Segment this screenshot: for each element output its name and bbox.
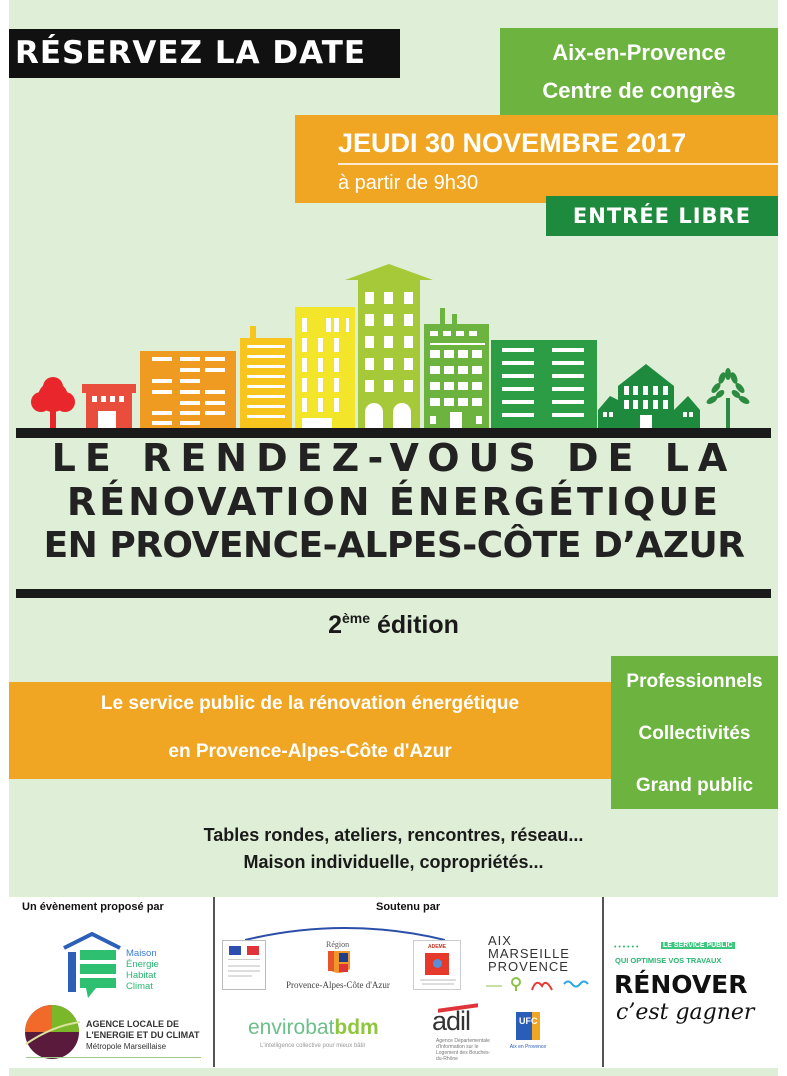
- envirobat-logo-text: [248, 1016, 379, 1040]
- ufc-sub: Aix en Provence: [509, 1044, 547, 1050]
- adil-tagline: Agence Départementale d'Information sur le Logement des Bouches-du-Rhône: [436, 1038, 491, 1062]
- red-tree-icon: [31, 377, 75, 430]
- mehc-line-1: Maison: [126, 948, 157, 959]
- ufc-logo-icon: [516, 1012, 540, 1040]
- alec-logo-text: [86, 1019, 199, 1052]
- event-title: [14, 436, 774, 568]
- mehc-logo-icon: [62, 932, 122, 1002]
- activities-text: [0, 822, 787, 876]
- free-entry-badge: ENTRÉE LIBRE: [546, 196, 778, 236]
- mehc-logo-text: [126, 948, 159, 992]
- title-line-1: LE RENDEZ-VOUS DE LA: [51, 436, 737, 480]
- activities-line-1: Tables rondes, ateliers, rencontres, réseau...: [203, 825, 584, 845]
- amp-logo-text: [488, 934, 570, 973]
- city-skyline-illustration: [0, 250, 787, 440]
- mehc-line-4: Climat: [126, 981, 153, 992]
- envirobat-tagline: L'intelligence collective pour mieux bâtir: [260, 1043, 366, 1049]
- title-underline-bar: [16, 589, 771, 598]
- edition-text: édition: [376, 611, 459, 639]
- mehc-line-2: Énergie: [126, 959, 159, 970]
- green-house-icon: [598, 364, 700, 430]
- audience-collectivities: Collectivités: [638, 723, 751, 744]
- prefecture-logo: [222, 940, 266, 990]
- campaign-dots: • • • • • •: [614, 944, 639, 951]
- dark-green-building-icon: [491, 340, 597, 430]
- footer-divider-1: [213, 897, 215, 1067]
- edition-suffix: ème: [341, 610, 371, 626]
- region-logo-top: Région: [326, 940, 350, 949]
- proposed-by-label: Un évènement proposé par: [22, 901, 164, 913]
- supported-by-label: Soutenu par: [376, 901, 441, 913]
- campaign-script: c’est gagner: [616, 1000, 755, 1025]
- alec-line-3: Métropole Marseillaise: [86, 1042, 167, 1051]
- ufc-label: UFC: [519, 1016, 538, 1026]
- envirobat-part2: bdm: [334, 1016, 379, 1039]
- alec-line-2: L'ENERGIE ET DU CLIMAT: [86, 1030, 200, 1040]
- audience-professionals: Professionnels: [626, 671, 763, 692]
- venue-place: Centre de congrès: [542, 78, 736, 103]
- edition-label: [0, 610, 787, 640]
- flag-red-icon: [247, 946, 259, 955]
- date-underline: [338, 163, 778, 165]
- footer-divider-2: [602, 897, 604, 1067]
- audience-box: [611, 656, 778, 809]
- campaign-sub: QUI OPTIMISE VOS TRAVAUX: [615, 956, 722, 965]
- title-line-3: EN PROVENCE-ALPES-CÔTE D’AZUR: [43, 525, 745, 566]
- supporters-arc-decoration: [245, 922, 445, 942]
- alec-logo-icon: [22, 1004, 82, 1060]
- event-time: à partir de 9h30: [338, 172, 479, 194]
- region-crest-icon: [328, 951, 350, 977]
- ademe-label: ADEME: [427, 944, 447, 950]
- amp-line-2: MARSEILLE: [488, 946, 570, 961]
- red-house-icon: [82, 384, 136, 430]
- flag-blue-icon: [229, 946, 241, 955]
- edition-number: 2: [328, 611, 342, 639]
- audience-general-public: Grand public: [635, 775, 754, 796]
- title-line-2: RÉNOVATION ÉNERGÉTIQUE: [66, 480, 722, 524]
- orange-building-icon: [140, 351, 236, 430]
- alec-underline: [26, 1057, 201, 1058]
- venue-box: [500, 28, 778, 124]
- alec-line-1: AGENCE LOCALE DE: [86, 1019, 180, 1029]
- poster-bottom-strip: [9, 1068, 778, 1076]
- green-tree-icon: [705, 368, 750, 430]
- save-the-date-banner: RÉSERVEZ LA DATE: [9, 29, 400, 78]
- region-logo-bottom: Provence-Alpes-Côte d'Azur: [286, 980, 390, 990]
- activities-line-2: Maison individuelle, copropriétés...: [243, 852, 544, 872]
- venue-city: Aix-en-Provence: [552, 40, 726, 65]
- green-building-icon: [424, 308, 489, 430]
- amp-line-1: AIX: [488, 933, 512, 948]
- lime-tower-icon: [345, 264, 433, 430]
- yellow-building-icon: [295, 307, 355, 430]
- ademe-logo: [413, 940, 461, 990]
- campaign-tag: LE SERVICE PUBLIC: [663, 942, 733, 949]
- envirobat-part1: envirobat: [248, 1016, 335, 1039]
- service-public-banner: [9, 682, 611, 779]
- adil-logo-text: adil: [432, 1006, 471, 1036]
- mehc-line-3: Habitat: [126, 970, 157, 981]
- amp-symbols-icon: [484, 976, 594, 992]
- event-date: JEUDI 30 NOVEMBRE 2017: [338, 128, 687, 158]
- service-line-1: Le service public de la rénovation énergétique: [100, 693, 520, 714]
- service-line-2: en Provence-Alpes-Côte d'Azur: [168, 741, 452, 762]
- amber-building-icon: [240, 326, 292, 430]
- amp-line-3: PROVENCE: [488, 959, 569, 974]
- campaign-main: RÉNOVER: [614, 970, 748, 999]
